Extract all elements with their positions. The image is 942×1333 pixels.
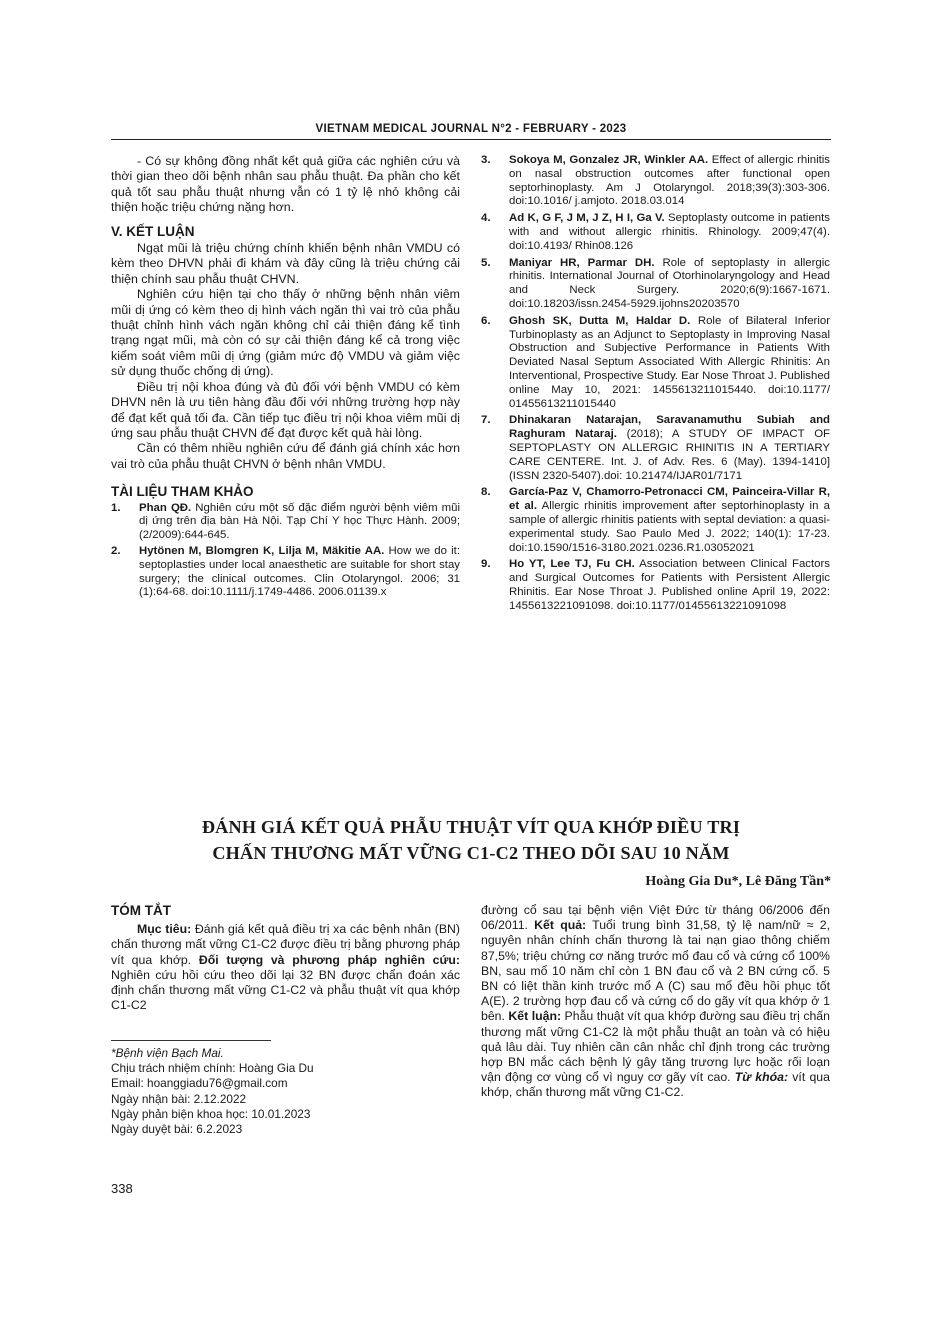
reference-item	[481, 315, 830, 412]
affiliation: *Bệnh viện Bạch Mai.	[111, 1046, 224, 1060]
email: Email: hoanggiadu76@gmail.com	[111, 1076, 288, 1091]
keywords-text: vít qua khớp, chấn thương mất vững C1-C2.	[481, 1070, 830, 1100]
reference-number: 8.	[481, 486, 491, 499]
footnotes	[111, 1046, 460, 1137]
abstract-heading: TÓM TẮT	[111, 903, 171, 918]
reference-number: 6.	[481, 314, 491, 327]
reference-number: 5.	[481, 256, 491, 269]
keywords-label: Từ khóa:	[734, 1070, 789, 1085]
reference-text: Allergic rhinitis improvement after septorhinoplasty in a sample of allergic rhinitis patients with septal deviation: a quasi-experimental study. Sao Paulo Med J. 2022; 140(1): 17-23. doi:10.1590/1516-3180.2021.0236.R1.03052021	[509, 500, 830, 554]
reference-item	[481, 414, 830, 483]
reference-body	[509, 414, 830, 483]
page-number: 338	[111, 1181, 133, 1196]
abstract-left	[111, 903, 460, 1013]
reference-item	[481, 212, 830, 253]
reference-number: 2.	[111, 544, 121, 557]
running-header: VIETNAM MEDICAL JOURNAL N°2 - FEBRUARY - 2023	[315, 123, 627, 135]
reference-authors: Maniyar HR, Parmar DH.	[509, 256, 655, 269]
reference-body	[139, 545, 460, 600]
methods-text: Nghiên cứu hồi cứu theo dõi lại 32 BN được chẩn đoán xác định chấn thương mất vững C1-C2 và phẫu thuật vít qua khớp C1-C2	[111, 967, 460, 1013]
abstract-text	[481, 903, 830, 1101]
conclusion-label: Kết luận:	[508, 1009, 562, 1024]
results-label: Kết quả:	[534, 918, 587, 933]
reference-item	[481, 257, 830, 312]
reference-number: 1.	[111, 501, 121, 514]
reference-body	[509, 212, 830, 253]
reference-authors: Ad K, G F, J M, J Z, H I, Ga V.	[509, 212, 665, 225]
accepted-date: Ngày duyệt bài: 6.2.2023	[111, 1122, 243, 1137]
header-rule	[111, 139, 831, 140]
discussion-paragraph: - Có sự không đồng nhất kết quả giữa các nghiên cứu và thời gian theo dõi bệnh nhân sau phẫu thuật. Đa phần cho kết quả tốt sau phẫu thuật nhưng vẫn có 1 tỷ lệ nhỏ không cải thiện hoặc triệu chứng nặng hơn.	[111, 154, 460, 215]
reference-text: Septoplasty outcome in patients with and without allergic rhinitis. Rhinology. 2009;47(4). doi:10.4193/ Rhin08.126	[509, 212, 830, 252]
corresponding-author: Chịu trách nhiệm chính: Hoàng Gia Du	[111, 1061, 314, 1076]
conclusion-heading: V. KẾT LUẬN	[111, 223, 195, 239]
reference-authors: Hytönen M, Blomgren K, Lilja M, Mäkitie AA.	[139, 544, 385, 557]
reference-authors: García-Paz V, Chamorro-Petronacci CM, Painceira-Villar R, et al.	[509, 486, 830, 513]
reference-text: Nghiên cứu một số đặc điểm người bệnh viêm mũi dị ứng trên địa bàn Hà Nội. Tạp Chí Y học Thực Hành. 2009;(2/2009):644-645.	[139, 501, 461, 542]
reference-authors: Dhinakaran Natarajan, Saravanamuthu Subiah and Raghuram Nataraj.	[509, 414, 830, 441]
reference-body	[509, 486, 830, 555]
footnote-rule	[111, 1040, 271, 1041]
reference-authors: Ghosh SK, Dutta M, Haldar D.	[509, 314, 691, 327]
reference-item	[481, 558, 830, 613]
article-title	[111, 814, 831, 866]
reference-item	[481, 154, 830, 209]
conclusion-paragraph: Cần có thêm nhiều nghiên cứu để đánh giá chính xác hơn vai trò của phẫu thuật CHVN ở bệnh nhân VMDU.	[111, 441, 460, 471]
reference-text: Association between Clinical Factors and Surgical Outcomes for Patients with Persistent Allergic Rhinitis. Ear Nose Throat J. Published online April 19, 2022: 1455613221091098. doi:10.1177/01455613221091098	[509, 558, 830, 612]
reference-number: 3.	[481, 154, 491, 166]
reference-body	[509, 154, 830, 209]
objective-text: Đánh giá kết quả điều trị xa các bệnh nhân (BN) chấn thương mất vững C1-C2 được điều trị bằng phương pháp vít qua khớp.	[111, 922, 460, 967]
reference-authors: Sokoya M, Gonzalez JR, Winkler AA.	[509, 154, 709, 166]
reference-text: (2018); A STUDY OF IMPACT OF SEPTOPLASTY ON ALLERGIC RHINITIS IN A TERTIARY CARE CENTERE. Int. J. of Adv. Res. 6 (May). 1394-1410] (ISSN 2320-5407).doi: 10.21474/IJAR01/7171	[509, 428, 831, 482]
reference-number: 4.	[481, 212, 491, 225]
reference-text: How we do it: septoplasties under local anaesthetic are suitable for short stay surgery; the clinical outcomes. Clin Otolaryngol. 2006; 31 (1):64-68. doi:10.1111/j.1749-4486. 2006.01139.x	[139, 544, 460, 599]
reference-authors: Ho YT, Lee TJ, Fu CH.	[509, 558, 635, 571]
reference-text: Effect of allergic rhinitis on nasal obstruction outcomes after functional open septorhinoplasty. Am J Otolaryngol. 2018;39(3):303-306. doi:10.1016/ j.amjoto. 2018.03.014	[509, 154, 830, 208]
abstract-continuation: đường cổ sau tại bệnh viện Việt Đức từ tháng 06/2006 đến 06/2011.	[481, 903, 830, 933]
objective-label: Mục tiêu:	[137, 922, 192, 937]
reference-body	[509, 315, 830, 412]
reference-number: 7.	[481, 414, 491, 427]
results-text: Tuổi trung bình 31,58, tỷ lệ nam/nữ ≈ 2, nguyên nhân chính chấn thương là tai nạn giao thông chiếm 87,5%; triệu chứng cơ năng trước mổ đau cổ và cứng cổ 100% BN, sau mổ 10 năm chỉ còn 1 BN đau cổ và 2 BN cứng cổ. 5 BN có liệt thần kinh trước mổ A (C) sau mổ đều hồi phục tốt A(E). 2 trường hợp đau cổ và cứng cổ do gãy vít qua khớp ở 1 bên.	[481, 918, 830, 1024]
article-authors: Hoàng Gia Du*, Lê Đăng Tần*	[645, 874, 831, 889]
abstract-text	[111, 922, 460, 1013]
reference-authors: Phan QĐ.	[139, 501, 192, 514]
conclusion-paragraph: Điều trị nội khoa đúng và đủ đối với bệnh VMDU có kèm DHVN nên là ưu tiên hàng đầu đối với những trường hợp này để đạt kết quả tối đa. Cần tiếp tục điều trị nội khoa viêm mũi dị ứng sau phẫu thuật CHVN để đạt được kết quả hài lòng.	[111, 379, 460, 440]
reference-item	[111, 502, 460, 543]
methods-label: Đối tượng và phương pháp nghiên cứu:	[198, 952, 461, 967]
article-title-line: CHẤN THƯƠNG MẤT VỮNG C1-C2 THEO DÕI SAU 10 NĂM	[212, 843, 730, 863]
review-date: Ngày phản biện khoa học: 10.01.2023	[111, 1106, 311, 1121]
reference-number: 9.	[481, 558, 491, 571]
conclusion-text: Phẫu thuật vít qua khớp đường sau điều trị chấn thương mất vững C1-C2 là một phẫu thuật an toàn và có hiệu quả lâu dài. Tuy nhiên cần cân nhắc chỉ định trong các trường hợp BN mắc cách bệnh lý gây tăng trương lực hoặc rối loạn vận động cơ vùng cổ vì nguy cơ gãy vít cao.	[481, 1009, 830, 1085]
reference-body	[509, 257, 830, 312]
abstract-right	[481, 903, 830, 1101]
reference-item	[481, 486, 830, 555]
reference-text: Role of Bilateral Inferior Turbinoplasty as an Adjunct to Septoplasty in Improving Nasal Obstruction and Subjective Performance in Patients With Deviated Nasal Septum Associated With Allergic Rhinitis: An Interventional, Prospective Study. Ear Nose Throat J. Published online May 10, 2021: 1455613211015440. doi:10.1177/ 01455613211015440	[509, 314, 830, 410]
reference-text: Role of septoplasty in allergic rhinitis. International Journal of Otorhinolaryngology and Head and Neck Surgery. 2020;6(9):1667-1671. doi:10.18203/issn.2454-5929.ijohns20203570	[509, 256, 830, 310]
reference-body	[139, 502, 460, 543]
article-title-line: ĐÁNH GIÁ KẾT QUẢ PHẪU THUẬT VÍT QUA KHỚP ĐIỀU TRỊ	[201, 817, 741, 837]
conclusion-paragraph: Nghiên cứu hiện tại cho thấy ở những bệnh nhân viêm mũi dị ứng có kèm theo dị hình vách ngăn thì vai trò của phẫu thuật chỉnh hình vách ngăn không chỉ cải thiện đáng kể tình trạng ngạt mũi, mà còn có sự cải thiện đáng kể cả trong việc kiểm soát viêm mũi dị ứng (giảm mức độ VMDU và giảm việc sử dụng thuốc chống dị ứng).	[111, 287, 460, 379]
left-column	[111, 154, 460, 602]
reference-item	[111, 545, 460, 600]
received-date: Ngày nhận bài: 2.12.2022	[111, 1091, 247, 1106]
right-column	[481, 154, 830, 617]
references-heading: TÀI LIỆU THAM KHẢO	[111, 484, 254, 500]
reference-body	[509, 558, 830, 613]
conclusion-paragraph: Ngạt mũi là triệu chứng chính khiến bệnh nhân VMDU có kèm theo DHVN phải đi khám và đây cũng là triệu chứng cải thiện chính sau phẫu thuật CHVN.	[111, 241, 460, 286]
